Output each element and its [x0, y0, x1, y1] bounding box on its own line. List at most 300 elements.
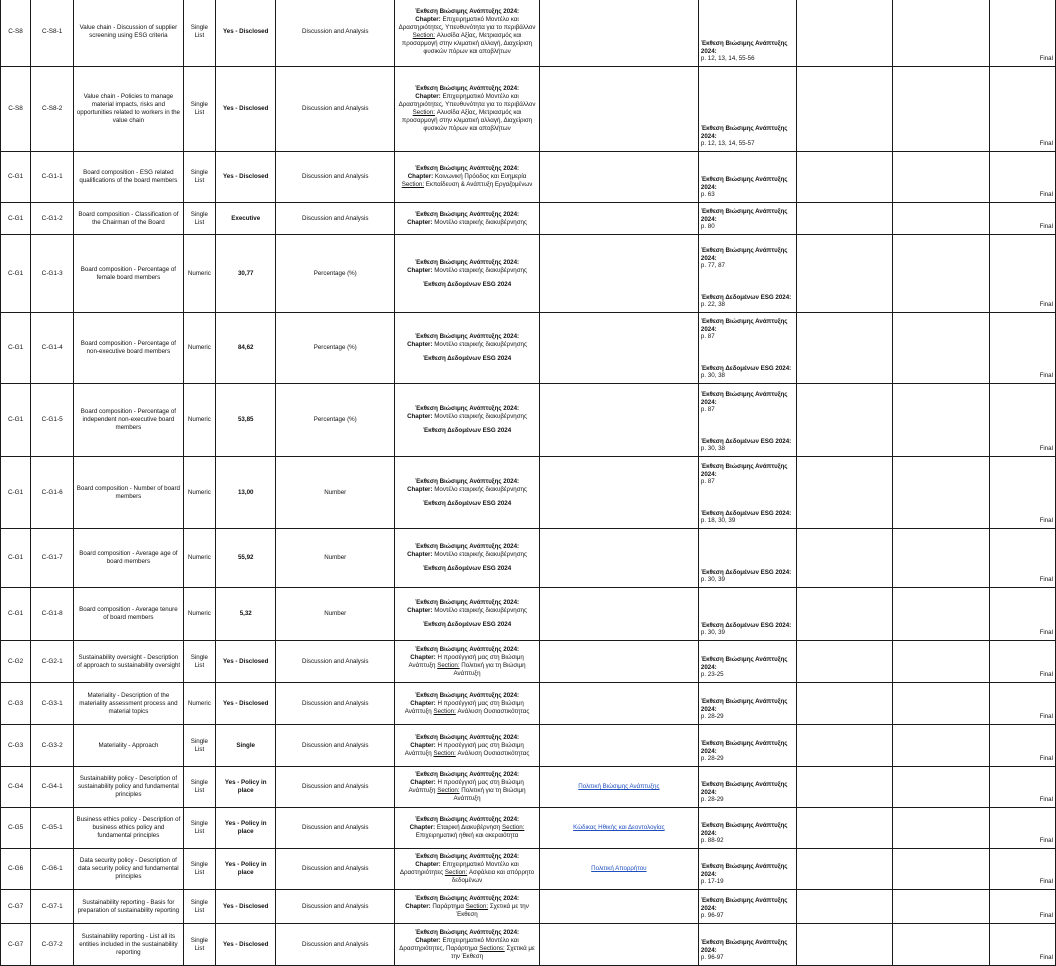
datapoint-code-cell: C-G1-5 [31, 384, 74, 457]
policy-link-cell-empty [539, 529, 698, 588]
empty-cell [797, 641, 893, 683]
chapter-label: Chapter: [407, 551, 433, 558]
unit-cell: Discussion and Analysis [276, 767, 395, 808]
reference-pages: p. 96-97 [700, 954, 724, 962]
table-row [1, 0, 1056, 67]
topic-area-cell: C-G1 [1, 384, 31, 457]
unit-cell: Number [276, 457, 395, 529]
topic-area-cell: C-G1 [1, 588, 31, 641]
status-cell: Final [990, 67, 1056, 152]
empty-cell [893, 890, 990, 924]
chapter-text: Η προσέγγισή μας στη Βιώσιμη Ανάπτυξη [404, 699, 524, 715]
reference-report-title: Έκθεση Βιώσιμης Ανάπτυξης 2024: [700, 781, 788, 796]
response-value-cell: Yes - Disclosed [216, 683, 276, 725]
source-chapter-section [397, 903, 537, 919]
reference-report-title: Έκθεση Βιώσιμης Ανάπτυξης 2024: [700, 176, 788, 191]
secondary-source: Έκθεση Δεδομένων ESG 2024 [422, 499, 512, 507]
source-reference-cell [395, 313, 540, 384]
reference-pages: p. 28-29 [700, 713, 724, 721]
reference-report-title: Έκθεση Βιώσιμης Ανάπτυξης 2024: [700, 318, 788, 333]
reference-pages: p. 28-29 [700, 796, 724, 804]
datapoint-title-cell: Business ethics policy - Description of business ethics policy and fundamental principles [74, 808, 184, 849]
source-heading: Έκθεση Βιώσιμης Ανάπτυξης 2024: [414, 928, 520, 936]
unit-cell: Discussion and Analysis [276, 641, 395, 683]
datapoint-code-cell: C-S8-2 [31, 67, 74, 152]
section-label: Section: [412, 32, 436, 39]
unit-cell: Number [276, 529, 395, 588]
reference-pages: p. 87 [700, 333, 715, 341]
section-text: Πολιτική για τη Βιώσιμη Ανάπτυξη [453, 787, 526, 802]
status-cell: Final [990, 152, 1056, 203]
response-type-cell: Numeric [183, 529, 216, 588]
empty-cell [893, 313, 990, 384]
response-type-cell: Single List [183, 808, 216, 849]
response-value-cell: 13,00 [216, 457, 276, 529]
policy-link-cell-empty [539, 457, 698, 529]
empty-cell [893, 529, 990, 588]
reference-pages: p. 28-29 [700, 755, 724, 763]
reference-pages: p. 12, 13, 14, 55-57 [700, 140, 755, 148]
topic-area-cell: C-G1 [1, 235, 31, 313]
policy-link-cell-empty [539, 67, 698, 152]
response-type-cell: Numeric [183, 457, 216, 529]
datapoint-code-cell: C-G7-1 [31, 890, 74, 924]
section-label: Sections: [479, 944, 505, 952]
source-reference-cell [395, 890, 540, 924]
policy-link-cell-empty [539, 588, 698, 641]
empty-cell [797, 683, 893, 725]
status-cell: Final [990, 529, 1056, 588]
unit-cell: Discussion and Analysis [276, 924, 395, 966]
response-type-cell: Single List [183, 890, 216, 924]
reference-report-title-secondary: Έκθεση Δεδομένων ESG 2024: [700, 437, 792, 445]
chapter-label: Chapter: [415, 861, 441, 868]
status-cell: Final [990, 849, 1056, 890]
section-label: Section: [433, 707, 456, 715]
section-label: Section: [412, 109, 436, 116]
unit-cell: Percentage (%) [276, 313, 395, 384]
table-row [1, 924, 1056, 966]
empty-cell [893, 808, 990, 849]
table-row [1, 767, 1056, 808]
response-value-cell: 53,85 [216, 384, 276, 457]
source-heading: Έκθεση Βιώσιμης Ανάπτυξης 2024: [414, 165, 520, 172]
source-heading: Έκθεση Βιώσιμης Ανάπτυξης 2024: [414, 816, 520, 823]
source-chapter-section [397, 413, 537, 421]
topic-area-cell: C-G4 [1, 767, 31, 808]
chapter-text: Η προσέγγισή μας στη Βιώσιμη Ανάπτυξη [404, 741, 524, 757]
datapoint-title-cell: Sustainability reporting - Basis for preparation of sustainability reporting [74, 890, 184, 924]
source-reference-cell [395, 529, 540, 588]
chapter-label: Chapter: [407, 413, 433, 420]
empty-cell [893, 683, 990, 725]
policy-link[interactable]: Πολιτική Βιώσιμης Ανάπτυξης [539, 767, 698, 808]
datapoint-title-cell: Board composition - Percentage of non-executive board members [74, 313, 184, 384]
reference-pages: p. 87 [700, 406, 715, 414]
section-text: Ανάλυση Ουσιαστικότητας [455, 749, 530, 757]
chapter-text: Επιχειρηματικό Μοντέλο και Δραστηριότητες, Υπευθυνότητα για το περιβάλλον [398, 93, 536, 108]
reference-report-title: Έκθεση Βιώσιμης Ανάπτυξης 2024: [700, 863, 788, 878]
section-label: Section: [437, 661, 460, 669]
source-chapter-section [397, 700, 537, 716]
chapter-label: Chapter: [407, 607, 433, 614]
source-heading: Έκθεση Βιώσιμης Ανάπτυξης 2024: [414, 894, 520, 902]
table-row [1, 849, 1056, 890]
source-chapter-section [397, 824, 537, 840]
empty-cell [893, 641, 990, 683]
response-type-cell: Numeric [183, 313, 216, 384]
empty-cell [893, 725, 990, 767]
empty-cell [893, 0, 990, 67]
reference-report-title: Έκθεση Βιώσιμης Ανάπτυξης 2024: [700, 208, 788, 223]
table-row [1, 529, 1056, 588]
unit-cell: Discussion and Analysis [276, 849, 395, 890]
chapter-label: Chapter: [407, 341, 433, 348]
response-value-cell: Yes - Disclosed [216, 924, 276, 966]
status-cell: Final [990, 725, 1056, 767]
source-heading: Έκθεση Βιώσιμης Ανάπτυξης 2024: [414, 733, 520, 741]
topic-area-cell: C-G1 [1, 313, 31, 384]
response-value-cell: Single [216, 725, 276, 767]
empty-cell [797, 767, 893, 808]
unit-cell: Discussion and Analysis [276, 683, 395, 725]
response-value-cell: 30,77 [216, 235, 276, 313]
empty-cell [893, 588, 990, 641]
chapter-label: Chapter: [410, 699, 436, 707]
response-type-cell: Single List [183, 203, 216, 235]
chapter-label: Chapter: [407, 485, 433, 493]
reference-report-title-secondary: Έκθεση Δεδομένων ESG 2024: [700, 364, 792, 372]
page-reference-cell [698, 313, 796, 384]
source-chapter-section [397, 93, 537, 133]
reference-pages-secondary: p. 18, 30, 39 [700, 517, 736, 525]
datapoint-code-cell: C-G5-1 [31, 808, 74, 849]
page-reference-cell [698, 384, 796, 457]
chapter-text: Μοντέλο εταιρικής διακυβέρνησης [432, 266, 527, 274]
source-reference-cell [395, 203, 540, 235]
source-reference-cell [395, 0, 540, 67]
policy-link-cell-empty [539, 641, 698, 683]
status-cell: Final [990, 641, 1056, 683]
page-reference-cell [698, 808, 796, 849]
empty-cell [893, 767, 990, 808]
source-reference-cell [395, 725, 540, 767]
unit-cell: Number [276, 588, 395, 641]
chapter-label: Chapter: [415, 93, 441, 100]
page-reference-cell [698, 152, 796, 203]
policy-link-cell-empty [539, 0, 698, 67]
table-row [1, 313, 1056, 384]
policy-link-cell-empty [539, 235, 698, 313]
topic-area-cell: C-G7 [1, 890, 31, 924]
policy-link-cell-empty [539, 725, 698, 767]
datapoint-title-cell: Board composition - Average age of board members [74, 529, 184, 588]
datapoint-code-cell: C-G1-3 [31, 235, 74, 313]
datapoint-title-cell: Materiality - Approach [74, 725, 184, 767]
page-reference-cell [698, 529, 796, 588]
section-text: Επιχειρηματική ηθική και ακεραιότητα [415, 832, 519, 839]
policy-link[interactable]: Πολιτική Απορρήτου [539, 849, 698, 890]
source-chapter-section [397, 486, 537, 494]
empty-cell [797, 725, 893, 767]
empty-cell [797, 67, 893, 152]
table-row [1, 203, 1056, 235]
reference-report-title: Έκθεση Βιώσιμης Ανάπτυξης 2024: [700, 698, 788, 713]
reference-report-title: Έκθεση Βιώσιμης Ανάπτυξης 2024: [700, 822, 788, 837]
source-heading: Έκθεση Βιώσιμης Ανάπτυξης 2024: [414, 477, 520, 485]
page-reference-cell [698, 924, 796, 966]
unit-cell: Discussion and Analysis [276, 0, 395, 67]
datapoint-code-cell: C-G1-8 [31, 588, 74, 641]
reference-spacer [701, 341, 794, 365]
source-chapter-section [397, 16, 537, 56]
empty-cell [893, 152, 990, 203]
unit-cell: Discussion and Analysis [276, 152, 395, 203]
source-reference-cell [395, 641, 540, 683]
response-type-cell: Numeric [183, 235, 216, 313]
empty-cell [893, 457, 990, 529]
unit-cell: Discussion and Analysis [276, 203, 395, 235]
unit-cell: Discussion and Analysis [276, 725, 395, 767]
status-cell: Final [990, 203, 1056, 235]
page-reference-cell [698, 203, 796, 235]
empty-cell [893, 235, 990, 313]
datapoint-code-cell: C-G6-1 [31, 849, 74, 890]
source-heading: Έκθεση Βιώσιμης Ανάπτυξης 2024: [414, 853, 520, 860]
table-row [1, 641, 1056, 683]
reference-report-title: Έκθεση Βιώσιμης Ανάπτυξης 2024: [700, 897, 788, 912]
empty-cell [797, 313, 893, 384]
reference-pages: p. 12, 13, 14, 55-56 [700, 55, 755, 63]
chapter-text: Μοντέλο εταιρικής διακυβέρνησης [432, 607, 527, 614]
reference-pages: p. 80 [700, 223, 715, 231]
source-reference-cell [395, 67, 540, 152]
source-heading: Έκθεση Βιώσιμης Ανάπτυξης 2024: [414, 691, 520, 699]
reference-pages: p. 77, 87 [700, 262, 725, 270]
reference-pages: p. 87 [700, 478, 715, 486]
chapter-label: Chapter: [407, 173, 434, 180]
datapoint-title-cell: Board composition - ESG related qualifications of the board members [74, 152, 184, 203]
response-type-cell: Single List [183, 767, 216, 808]
empty-cell [797, 384, 893, 457]
policy-link-cell-empty [539, 924, 698, 966]
response-value-cell: Yes - Policy in place [216, 849, 276, 890]
reference-report-title: Έκθεση Βιώσιμης Ανάπτυξης 2024: [700, 740, 788, 755]
empty-cell [797, 203, 893, 235]
chapter-label: Chapter: [410, 779, 436, 786]
response-type-cell: Numeric [183, 588, 216, 641]
reference-report-title-secondary: Έκθεση Δεδομένων ESG 2024: [700, 621, 792, 629]
chapter-text: Μοντέλο εταιρικής διακυβέρνησης [432, 413, 527, 420]
datapoint-code-cell: C-G1-6 [31, 457, 74, 529]
source-heading: Έκθεση Βιώσιμης Ανάπτυξης 2024: [414, 8, 520, 15]
datapoint-code-cell: C-G2-1 [31, 641, 74, 683]
policy-link-cell-empty [539, 313, 698, 384]
status-cell: Final [990, 457, 1056, 529]
source-chapter-section [397, 654, 537, 678]
reference-spacer [701, 486, 794, 510]
section-label: Section: [401, 181, 425, 188]
unit-cell: Discussion and Analysis [276, 808, 395, 849]
page-reference-cell [698, 588, 796, 641]
empty-cell [797, 588, 893, 641]
datapoint-title-cell: Sustainability oversight - Description of approach to sustainability oversight [74, 641, 184, 683]
section-text: Αλυσίδα Αξίας, Μετριασμός και προσαρμογή στην κλιματική αλλαγή, Διαχείριση φυσικών πόρων και αποβλήτων [401, 109, 533, 132]
datapoint-code-cell: C-G1-2 [31, 203, 74, 235]
chapter-label: Chapter: [407, 266, 433, 274]
source-reference-cell [395, 384, 540, 457]
source-heading: Έκθεση Βιώσιμης Ανάπτυξης 2024: [414, 333, 520, 340]
datapoint-title-cell: Materiality - Description of the materiality assessment process and material topics [74, 683, 184, 725]
response-value-cell: Yes - Disclosed [216, 0, 276, 67]
status-cell: Final [990, 235, 1056, 313]
source-heading: Έκθεση Βιώσιμης Ανάπτυξης 2024: [414, 645, 520, 653]
section-text: Αλυσίδα Αξίας, Μετριασμός και προσαρμογή στην κλιματική αλλαγή, Διαχείριση φυσικών πόρων και αποβλήτων [401, 32, 533, 55]
chapter-text: Επιχειρηματικό Μοντέλο και Δραστηριότητες, Παράρτημα [399, 936, 519, 952]
unit-cell: Percentage (%) [276, 384, 395, 457]
reference-report-title: Έκθεση Βιώσιμης Ανάπτυξης 2024: [700, 391, 788, 406]
section-text: Εκπαίδευση & Ανάπτυξη Εργαζομένων [424, 181, 533, 188]
source-heading: Έκθεση Βιώσιμης Ανάπτυξης 2024: [414, 543, 520, 550]
section-text: Σχετικά με την Έκθεση [456, 902, 529, 918]
datapoint-title-cell: Board composition - Number of board members [74, 457, 184, 529]
table-row [1, 890, 1056, 924]
datapoint-title-cell: Sustainability reporting - List all its entities included in the sustainability reporting [74, 924, 184, 966]
table-row [1, 235, 1056, 313]
chapter-label: Chapter: [415, 16, 441, 23]
source-reference-cell [395, 457, 540, 529]
topic-area-cell: C-S8 [1, 0, 31, 67]
chapter-label: Chapter: [407, 218, 433, 226]
source-reference-cell [395, 588, 540, 641]
topic-area-cell: C-S8 [1, 67, 31, 152]
reference-spacer [701, 270, 794, 294]
empty-cell [797, 235, 893, 313]
chapter-text: Εταιρική Διακυβέρνηση [435, 824, 502, 831]
reference-report-title-secondary: Έκθεση Δεδομένων ESG 2024: [700, 568, 792, 576]
source-chapter-section [397, 267, 537, 275]
secondary-source: Έκθεση Δεδομένων ESG 2024 [422, 280, 512, 288]
section-text: Ανάλυση Ουσιαστικότητας [455, 707, 530, 715]
response-type-cell: Single List [183, 924, 216, 966]
policy-link-cell-empty [539, 152, 698, 203]
page-reference-cell [698, 890, 796, 924]
reference-report-title: Έκθεση Βιώσιμης Ανάπτυξης 2024: [700, 463, 788, 478]
empty-cell [893, 67, 990, 152]
topic-area-cell: C-G2 [1, 641, 31, 683]
reference-pages-secondary: p. 30, 39 [700, 576, 725, 584]
response-value-cell: Yes - Disclosed [216, 890, 276, 924]
chapter-label: Chapter: [409, 824, 436, 831]
page-reference-cell [698, 67, 796, 152]
page-reference-cell [698, 767, 796, 808]
table-row [1, 725, 1056, 767]
chapter-text: Επιχειρηματικό Μοντέλο και Δραστηριότητες [399, 861, 519, 876]
section-label: Section: [433, 749, 456, 757]
datapoint-title-cell: Value chain - Policies to manage material impacts, risks and opportunities related to workers in the value chain [74, 67, 184, 152]
reference-pages-secondary: p. 30, 38 [700, 372, 725, 380]
source-heading: Έκθεση Βιώσιμης Ανάπτυξης 2024: [414, 85, 520, 92]
page-reference-cell [698, 457, 796, 529]
source-reference-cell [395, 235, 540, 313]
reference-pages-secondary: p. 30, 38 [700, 445, 725, 453]
table-row [1, 683, 1056, 725]
section-text: Σχετικά με την Έκθεση [451, 944, 535, 960]
secondary-source: Έκθεση Δεδομένων ESG 2024 [422, 427, 512, 434]
datapoint-code-cell: C-G3-1 [31, 683, 74, 725]
response-type-cell: Single List [183, 67, 216, 152]
reference-report-title-secondary: Έκθεση Δεδομένων ESG 2024: [700, 293, 792, 301]
source-chapter-section [397, 173, 537, 189]
datapoint-code-cell: C-G4-1 [31, 767, 74, 808]
source-reference-cell [395, 849, 540, 890]
page-reference-cell [698, 725, 796, 767]
response-value-cell: Yes - Policy in place [216, 767, 276, 808]
datapoint-code-cell: C-G1-7 [31, 529, 74, 588]
source-chapter-section [397, 551, 537, 559]
source-chapter-section [397, 742, 537, 758]
secondary-source: Έκθεση Δεδομένων ESG 2024 [422, 355, 512, 362]
source-chapter-section [397, 219, 537, 227]
response-type-cell: Numeric [183, 384, 216, 457]
table-row [1, 457, 1056, 529]
chapter-label: Chapter: [405, 902, 431, 910]
table-row [1, 588, 1056, 641]
response-value-cell: Yes - Policy in place [216, 808, 276, 849]
secondary-source: Έκθεση Δεδομένων ESG 2024 [422, 565, 512, 572]
unit-cell: Percentage (%) [276, 235, 395, 313]
datapoint-code-cell: C-G1-1 [31, 152, 74, 203]
status-cell: Final [990, 808, 1056, 849]
empty-cell [797, 890, 893, 924]
chapter-label: Chapter: [410, 741, 436, 749]
chapter-text: Η προσέγγισή μας στη Βιώσιμη Ανάπτυξη [408, 779, 524, 794]
topic-area-cell: C-G3 [1, 725, 31, 767]
chapter-text: Κοινωνική Πρόοδος και Ευημερία [433, 173, 527, 180]
response-value-cell: Yes - Disclosed [216, 152, 276, 203]
response-type-cell: Single List [183, 641, 216, 683]
reference-spacer [701, 414, 794, 438]
datapoint-title-cell: Value chain - Discussion of supplier screening using ESG criteria [74, 0, 184, 67]
status-cell: Final [990, 767, 1056, 808]
page-reference-cell [698, 641, 796, 683]
reference-pages-secondary: p. 22, 38 [700, 301, 725, 309]
chapter-text: Μοντέλο εταιρικής διακυβέρνησης [432, 218, 527, 226]
datapoint-title-cell: Board composition - Percentage of independent non-executive board members [74, 384, 184, 457]
reference-pages-secondary: p. 30, 39 [700, 629, 725, 637]
source-reference-cell [395, 808, 540, 849]
topic-area-cell: C-G3 [1, 683, 31, 725]
status-cell: Final [990, 683, 1056, 725]
policy-link-cell-empty [539, 384, 698, 457]
reference-report-title-secondary: Έκθεση Δεδομένων ESG 2024: [700, 509, 792, 517]
empty-cell [797, 0, 893, 67]
policy-link[interactable]: Κώδικας Ηθικής και Δεοντολογίας [539, 808, 698, 849]
source-heading: Έκθεση Βιώσιμης Ανάπτυξης 2024: [414, 599, 520, 606]
section-label: Section: [465, 902, 489, 910]
response-value-cell: Yes - Disclosed [216, 641, 276, 683]
status-cell: Final [990, 384, 1056, 457]
page-reference-cell [698, 0, 796, 67]
table-row [1, 384, 1056, 457]
response-type-cell: Single List [183, 0, 216, 67]
response-value-cell: Executive [216, 203, 276, 235]
datapoint-code-cell: C-G7-2 [31, 924, 74, 966]
page-reference-cell [698, 849, 796, 890]
datapoint-title-cell: Board composition - Average tenure of board members [74, 588, 184, 641]
topic-area-cell: C-G6 [1, 849, 31, 890]
policy-link-cell-empty [539, 203, 698, 235]
